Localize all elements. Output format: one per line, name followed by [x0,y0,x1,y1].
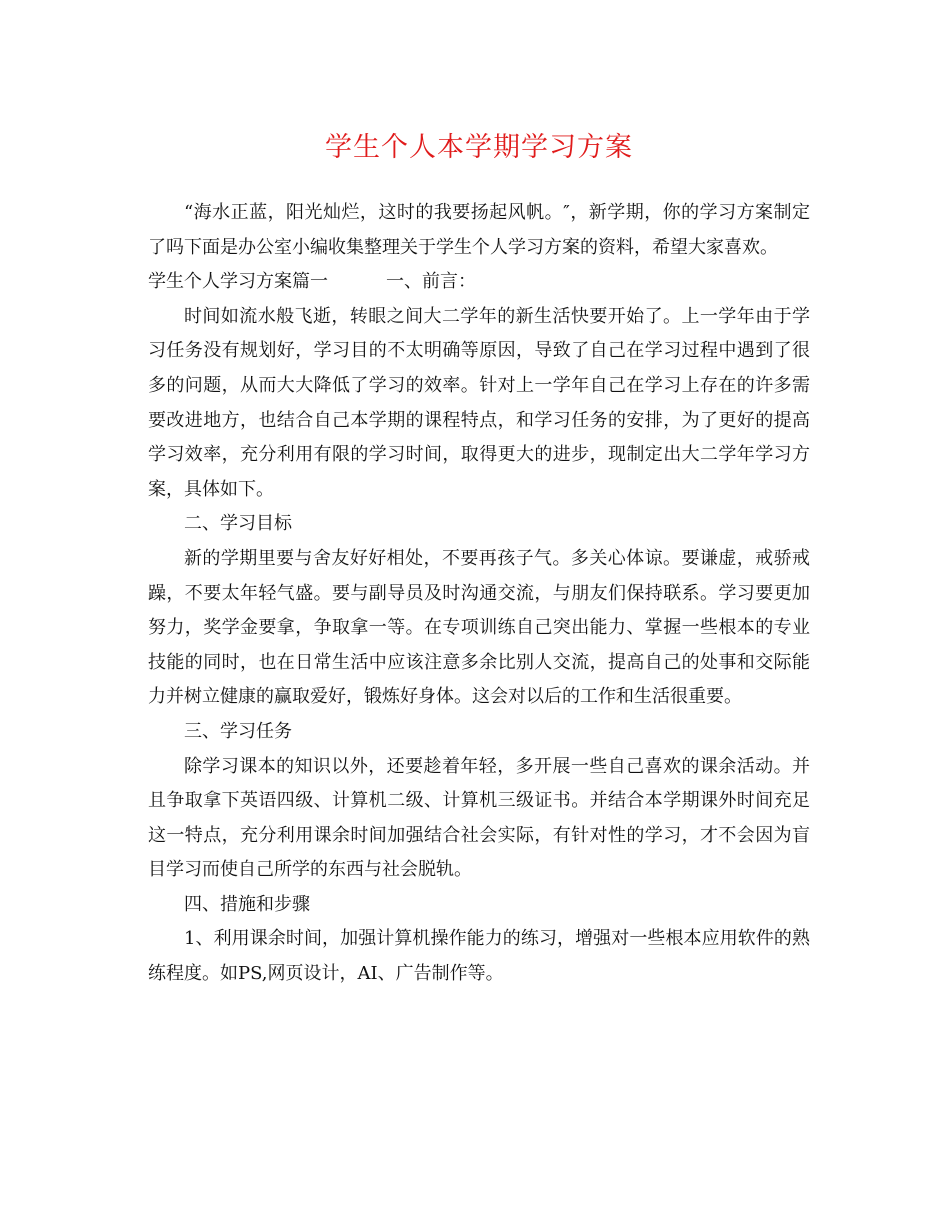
document-body [148,128,810,992]
tasks-paragraph: 除学习课本的知识以外，还要趁着年轻，多开展一些自己喜欢的课余活动。并且争取拿下英语四级、计算机二级、计算机三级证书。并结合本学期课外时间充足这一特点，充分利用课余时间加强结合社会实际，有针对性的学习，才不会因为盲目学习而使自己所学的东西与社会脱轨。 [148,755,810,881]
section-heading-right: 一、前言： [386,271,476,293]
section-heading-left: 学生个人学习方案篇一 [148,271,328,293]
tasks-heading: 三、学习任务 [184,720,292,742]
section-heading [148,265,810,300]
steps-heading: 四、措施和步骤 [184,893,310,915]
preface-paragraph: 时间如流水般飞逝，转眼之间大二学年的新生活快要开始了。上一学年由于学习任务没有规划好，学习目的不太明确等原因，导致了自己在学习过程中遇到了很多的问题，从而大大降低了学习的效率。针对上一学年自己在学习上存在的许多需要改进地方，也结合自己本学期的课程特点，和学习任务的安排，为了更好的提高学习效率，充分利用有限的学习时间，取得更大的进步，现制定出大二学年学习方案，具体如下。 [148,305,810,500]
step1-paragraph: 1、利用课余时间，加强计算机操作能力的练习，增强对一些根本应用软件的熟练程度。如PS,网页设计，AI、广告制作等。 [148,928,810,985]
goals-paragraph: 新的学期里要与舍友好好相处，不要再孩子气。多关心体谅。要谦虚，戒骄戒躁，不要太年轻气盛。要与副导员及时沟通交流，与朋友们保持联系。学习要更加努力，奖学金要拿，争取拿一等。在专项训练自己突出能力、掌握一些根本的专业技能的同时，也在日常生活中应该注意多余比别人交流，提高自己的处事和交际能力并树立健康的赢取爱好，锻炼好身体。这会对以后的工作和生活很重要。 [148,547,810,708]
goals-heading: 二、学习目标 [184,513,292,535]
document-title: 学生个人本学期学习方案 [325,132,633,163]
intro-paragraph: “海水正蓝，阳光灿烂，这时的我要扬起风帆。″，新学期，你的学习方案制定了吗下面是办公室小编收集整理关于学生个人学习方案的资料，希望大家喜欢。 [148,202,810,258]
